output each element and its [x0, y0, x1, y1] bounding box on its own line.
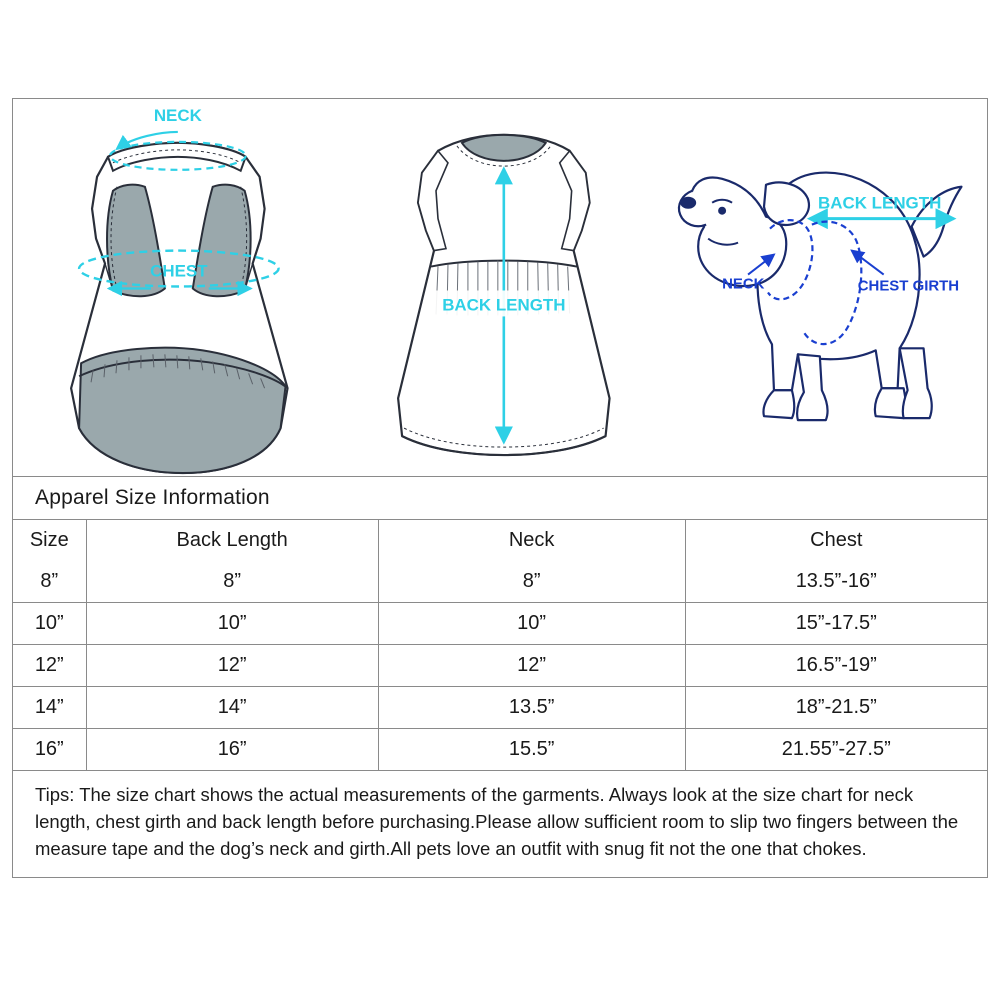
table-title: Apparel Size Information	[13, 477, 987, 520]
back-garment-illustration	[338, 99, 663, 476]
illustration-strip	[13, 99, 987, 477]
cell-back-length: 8”	[86, 561, 378, 603]
cell-size: 14”	[13, 687, 86, 729]
table-row	[13, 687, 987, 729]
column-header-neck: Neck	[378, 520, 685, 561]
back-length-label: BACK LENGTH	[441, 295, 566, 315]
cell-size: 12”	[13, 645, 86, 687]
table-row	[13, 645, 987, 687]
cell-back-length: 14”	[86, 687, 378, 729]
dog-neck-label: NECK	[722, 275, 765, 293]
dog-back-length-label: BACK LENGTH	[818, 193, 942, 213]
cell-chest: 13.5”-16”	[685, 561, 987, 603]
cell-back-length: 16”	[86, 729, 378, 771]
size-chart-panel	[12, 98, 988, 878]
cell-neck: 13.5”	[378, 687, 685, 729]
dog-illustration	[662, 99, 987, 476]
cell-chest: 18”-21.5”	[685, 687, 987, 729]
cell-size: 10”	[13, 603, 86, 645]
cell-back-length: 12”	[86, 645, 378, 687]
column-header-chest: Chest	[810, 529, 863, 551]
cell-neck: 10”	[378, 603, 685, 645]
front-garment-illustration	[13, 99, 338, 476]
dog-chest-girth-label: CHEST GIRTH	[858, 277, 960, 295]
table-row	[13, 603, 987, 645]
cell-neck: 15.5”	[378, 729, 685, 771]
table-header-row	[13, 520, 987, 561]
front-garment-shape	[71, 143, 287, 473]
column-header-size: Size	[13, 520, 86, 561]
tips-text: Tips: The size chart shows the actual measurements of the garments. Always look at the size chart for neck length, chest girth and back length before purchasing.Please allow sufficient room to slip two fingers between the measure tape and the dog’s neck and girth.All pets love an outfit with snug fit not the one that chokes.	[13, 770, 987, 877]
chest-label: CHEST	[150, 261, 208, 281]
cell-chest: 21.55”-27.5”	[781, 738, 891, 760]
cell-neck: 8”	[378, 561, 685, 603]
neck-label: NECK	[153, 105, 202, 125]
cell-chest: 15”-17.5”	[685, 603, 987, 645]
size-table	[13, 520, 987, 770]
table-row	[13, 561, 987, 603]
cell-chest: 16.5”-19”	[685, 645, 987, 687]
cell-back-length: 10”	[86, 603, 378, 645]
cell-neck: 12”	[378, 645, 685, 687]
column-header-back-length: Back Length	[86, 520, 378, 561]
table-row	[13, 729, 987, 771]
cell-size: 16”	[13, 729, 86, 771]
cell-size: 8”	[13, 561, 86, 603]
